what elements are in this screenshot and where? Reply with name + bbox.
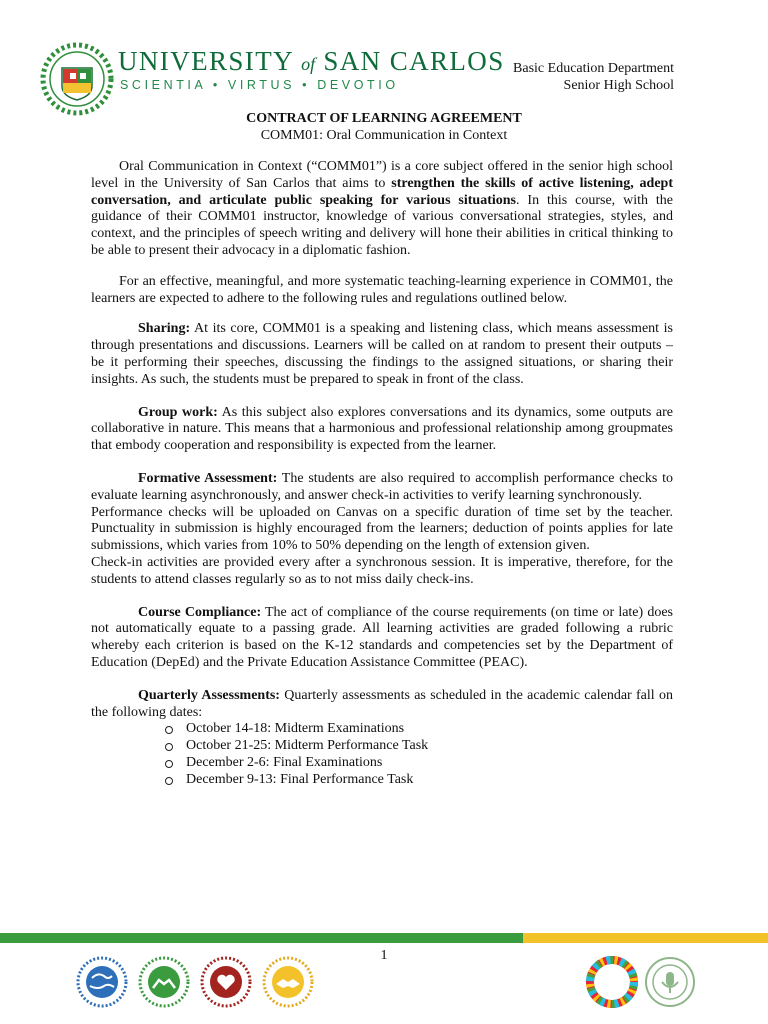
document-body [91,159,673,789]
intro-paragraph: Oral Communication in Context (“COMM01”) is a core subject offered in the senior high school level in the University of San Carlos that aims to strengthen the skills of active listening, adept conversation, and articulate public speaking for various situations. In this course, with the guidance of their COMM01 instructor, knowledge of various conversational strategies, styles, and context, and the principles of speech writing and delivery will hone their abilities in critical thinking to be able to present their advocacy in a diplomatic fashion. [91,159,674,258]
title-main: CONTRACT OF LEARNING AGREEMENT [246,111,522,126]
check-in-paragraph: Check-in activities are provided every after a synchronous session. It is imperative, therefore, for the students to attend classes regularly so as to not miss daily check-ins. [91,554,673,587]
assessment-dates-list [91,721,673,788]
communication-seal-icon [644,956,696,1008]
footer-green-band [0,933,523,943]
heart-badge-icon [200,956,252,1008]
department-label [513,60,674,94]
university-motto: SCIENTIA • VIRTUS • DEVOTIO [120,78,399,92]
compliance-heading: Course Compliance: [138,604,262,620]
title-subject: COMM01: Oral Communication in Context [260,128,508,143]
formative-heading: Formative Assessment: [138,470,278,486]
group-work-heading: Group work: [138,404,218,420]
department-line: Basic Education Department [513,61,674,76]
list-item: October 14-18: Midterm Examinations [165,721,673,738]
group-work-paragraph: Group work: As this subject also explores conversations and its dynamics, some outputs are collaborative in nature. This means that a harmonious and professional relationship among groupmates that embody cooperation and responsibility is expected from the learner. [91,404,674,454]
university-name: UNIVERSITY of SAN CARLOS [118,46,505,76]
list-item: December 2-6: Final Examinations [165,755,673,772]
page-number: 1 [380,948,388,963]
compliance-paragraph: Course Compliance: The act of compliance of the course requirements (on time or late) does not automatically equate to a passing grade. All learning activities are graded following a rubric whereby each criterion is based on the K-12 standards and competencies set by the Department of Education (DepEd) and the Private Education Assistance Committee (PEAC). [91,604,673,670]
school-line: Senior High School [563,78,674,93]
performance-checks-paragraph: Performance checks will be uploaded on Canvas on a specific duration of time set by the teacher. Punctuality in submission is highly encouraged from the learners; deduction of points applies for late submissions, which varies from 10% to 50% depending on the length of extension given. [91,504,673,554]
document-title [0,110,768,144]
hands-badge-icon [138,956,190,1008]
university-logo-icon [40,42,114,116]
handshake-badge-icon [262,956,314,1008]
globe-badge-icon [76,956,128,1008]
formative-paragraph: Formative Assessment: The students are also required to accomplish performance checks to evaluate learning asynchronously, and answer check-in activities to verify learning synchronously. [91,470,673,503]
sdg-wheel-icon [586,956,638,1008]
quarterly-paragraph: Quarterly Assessments: Quarterly assessments as scheduled in the academic calendar fall on the following dates: [91,687,673,720]
quarterly-heading: Quarterly Assessments: [138,687,280,703]
rules-intro-paragraph: For an effective, meaningful, and more systematic teaching-learning experience in COMM01, the learners are expected to adhere to the following rules and regulations outlined below. [91,273,673,306]
footer-yellow-band [523,933,768,943]
sharing-heading: Sharing: [138,321,191,337]
sharing-paragraph: Sharing: At its core, COMM01 is a speaking and listening class, which means assessment is through presentations and discussions. Learners will be called on at random to present their outputs – be it performing their speeches, discussing the findings to the assigned situations, or sharing their insights. As such, the students must be prepared to speak in front of the class. [91,321,673,387]
list-item: October 21-25: Midterm Performance Task [165,738,673,755]
list-item: December 9-13: Final Performance Task [165,772,673,789]
